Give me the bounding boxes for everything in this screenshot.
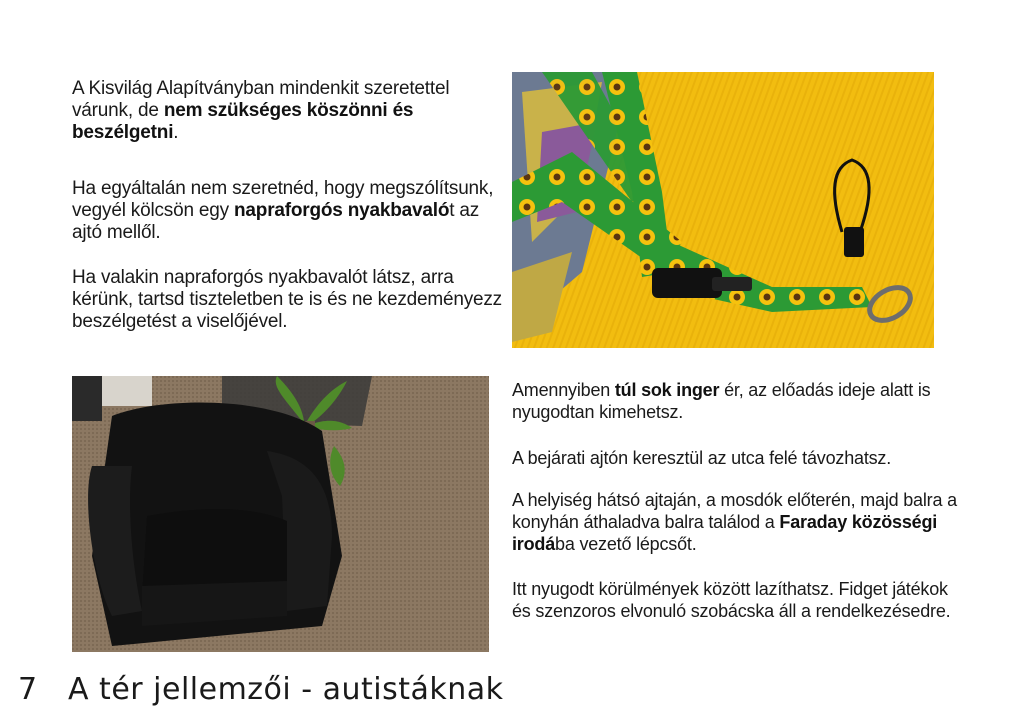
intro-bold-text: nem szükséges köszönni és beszélgetni xyxy=(72,100,414,143)
intro-paragraph xyxy=(72,78,502,144)
armchair-photo xyxy=(72,376,489,652)
exit-paragraph xyxy=(512,447,962,469)
office-directions-paragraph xyxy=(512,489,962,555)
lanyard-text: Ha egyáltalán nem szeretnéd, hogy megszólítsunk, vegyél kölcsön egy xyxy=(72,178,494,221)
page-footer xyxy=(18,672,504,707)
overstimulation-text: Amennyiben xyxy=(512,380,615,400)
exit-text: A bejárati ajtón keresztül az utca felé távozhatsz. xyxy=(512,448,892,468)
respect-paragraph xyxy=(72,267,502,333)
lanyard-text-end: t az ajtó mellől. xyxy=(72,200,480,243)
page-number: 7 xyxy=(18,672,38,707)
directions-text-end: ba vezető lépcsőt. xyxy=(555,534,697,554)
overstimulation-bold-text: túl sok inger xyxy=(614,380,720,400)
overstimulation-text-end: ér, az előadás ideje alatt is nyugodtan kimehetsz. xyxy=(512,380,931,422)
directions-bold-text: Faraday közösségi irodá xyxy=(512,512,938,554)
intro-text: A Kisvilág Alapítványban mindenkit szeretettel várunk, de xyxy=(72,78,450,121)
page-title: A tér jellemzői - autistáknak xyxy=(68,672,504,707)
intro-text-end: . xyxy=(173,122,179,143)
lanyard-bold-text: napraforgós nyakbavaló xyxy=(234,200,450,221)
directions-text: A helyiség hátsó ajtaján, a mosdók előterén, majd balra a konyhán áthaladva balra találod a xyxy=(512,490,957,532)
lanyard-paragraph xyxy=(72,178,502,244)
relax-paragraph xyxy=(512,578,962,622)
relax-text: Itt nyugodt körülmények között lazíthatsz. Fidget játékok és szenzoros elvonuló szobácska áll a rendelkezésedre. xyxy=(512,579,951,621)
lanyard-photo xyxy=(512,72,934,348)
overstimulation-paragraph xyxy=(512,379,962,423)
respect-text: Ha valakin napraforgós nyakbavalót látsz, arra kérünk, tartsd tiszteletben te is és ne kezdeményezz beszélgetést a viselőjével. xyxy=(72,267,502,332)
